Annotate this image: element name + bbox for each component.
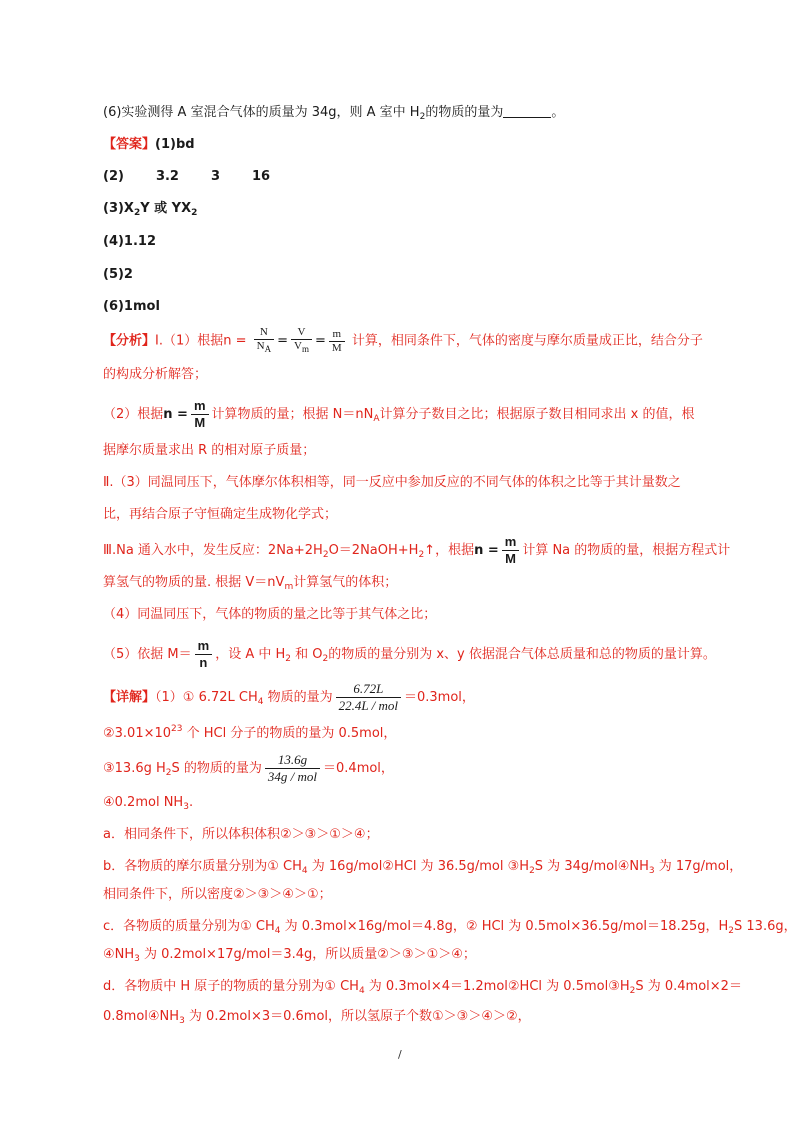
detail-text: ＝0.4mol， — [323, 761, 394, 776]
n-equals: n = — [163, 407, 188, 422]
detail-line-b2: 相同条件下，所以密度②＞③＞④＞①； — [103, 887, 332, 902]
subscript: 4 — [301, 866, 308, 876]
answer-2-value-2: 3 — [210, 169, 221, 184]
analysis-text: Ⅰ.（1）根据n = — [155, 333, 247, 349]
frac-num: 6.72L — [336, 681, 401, 698]
subscript: 3 — [183, 802, 189, 812]
answer-line-6: (6)1mol — [103, 299, 160, 314]
fraction-m-over-n — [195, 638, 213, 671]
detail-line-d2 — [103, 1008, 531, 1030]
frac-den: M — [331, 341, 342, 354]
detail-line-2 — [103, 720, 396, 743]
subscript: A — [373, 414, 380, 424]
detail-text: ④NH — [103, 947, 135, 962]
analysis-text: O＝2NaOH+H — [328, 543, 419, 558]
fraction-v-over-vm — [291, 326, 312, 356]
frac-den: V — [294, 340, 302, 352]
detail-tag: 【详解】 — [103, 690, 156, 705]
analysis-text: Ⅲ.Na 通入水中，发生反应：2Na+2H — [103, 543, 323, 558]
detail-line-c1 — [103, 918, 797, 940]
question-6 — [103, 104, 564, 126]
detail-line-1 — [103, 681, 475, 714]
subscript: 3 — [179, 1016, 185, 1026]
fraction-m-over-M — [502, 534, 520, 567]
subscript: 2 — [322, 550, 329, 560]
analysis-text: 计算分子数目之比；根据原子数目相同求出 x 的值，根 — [379, 407, 695, 422]
answer-blank — [503, 105, 551, 118]
subscript: 2 — [529, 866, 535, 876]
subscript: 2 — [322, 654, 329, 664]
answer-3-a: (3)X — [103, 201, 134, 216]
answer-2-label: (2) — [103, 169, 124, 184]
analysis-text: ↑，根据 — [424, 543, 475, 558]
detail-text: ＝0.3mol， — [403, 690, 475, 705]
detail-text: ③13.6g H — [103, 761, 166, 776]
frac-den: 22.4L / mol — [338, 698, 398, 713]
analysis-text: 的物质的量分别为 x、y 依据混合气体总质量和总的物质的量计算。 — [328, 647, 716, 662]
fraction-m-over-M — [329, 328, 345, 355]
frac-num: V — [291, 326, 312, 340]
detail-text: S 13.6g， — [734, 919, 797, 934]
question-6-text-b: 的物质的量为 — [425, 105, 504, 120]
detail-text: 为 0.2mol×17g/mol＝3.4g，所以质量②＞③＞①＞④； — [139, 947, 476, 962]
analysis-text: 计算氢气的体积； — [293, 575, 398, 590]
detail-text: 为 0.3mol×16g/mol＝4.8g，② HCl 为 0.5mol×36.5g/mol＝18.25g，H — [280, 919, 729, 934]
frac-den: 34g / mol — [267, 769, 318, 784]
question-6-text: (6)实验测得 A 室混合气体的质量为 34g，则 A 室中 H — [103, 105, 420, 120]
subscript: 4 — [274, 926, 281, 936]
superscript: 23 — [171, 724, 183, 734]
frac-den: M — [194, 415, 206, 430]
detail-text: 物质的量为 — [263, 690, 333, 705]
subscript: m — [284, 582, 294, 592]
answer-1: (1)bd — [155, 137, 195, 152]
analysis-text: 算氢气的物质的量. 根据 V＝nV — [103, 575, 285, 590]
detail-text: （1）① 6.72L CH — [155, 690, 258, 705]
equals: = — [315, 333, 326, 349]
analysis-line-4: 据摩尔质量求出 R 的相对原子质量； — [103, 443, 316, 458]
subscript: 3 — [134, 954, 140, 964]
detail-text: 为 0.2mol×3＝0.6mol，所以氢原子个数①＞③＞④＞②， — [184, 1009, 531, 1024]
answer-line-3 — [103, 200, 197, 222]
detail-text: 为 16g/mol②HCl 为 36.5g/mol ③H — [307, 859, 530, 874]
page-footer-mark: / — [398, 1048, 402, 1061]
answer-line-4: (4)1.12 — [103, 234, 157, 249]
analysis-text: 计算，相同条件下，气体的密度与摩尔质量成正比，结合分子 — [347, 333, 703, 349]
frac-num: N — [254, 326, 274, 340]
answer-line-5: (5)2 — [103, 267, 133, 282]
subscript: 3 — [648, 866, 655, 876]
answer-tag: 【答案】 — [103, 137, 156, 152]
frac-num: m — [195, 638, 213, 655]
detail-line-c2 — [103, 946, 476, 968]
analysis-line-2: 的构成分析解答； — [103, 367, 208, 382]
detail-text: . — [188, 795, 194, 810]
analysis-text: 计算 Na 的物质的量，根据方程式计 — [522, 543, 731, 558]
analysis-text: （5）依据 M＝ — [103, 647, 192, 662]
frac-den: M — [505, 551, 516, 566]
analysis-line-8 — [103, 574, 397, 596]
n-equals: n = — [474, 543, 499, 558]
analysis-line-1 — [103, 326, 703, 356]
answer-line-2 — [103, 168, 270, 186]
fraction-n-over-na — [254, 326, 274, 356]
subscript: 2 — [419, 112, 426, 122]
detail-line-b1 — [103, 858, 742, 880]
detail-line-4 — [103, 794, 193, 816]
analysis-tag: 【分析】 — [103, 333, 156, 349]
fraction-m-over-M — [191, 398, 209, 431]
subscript: A — [264, 344, 272, 354]
frac-num: m — [191, 398, 209, 415]
detail-text: ④0.2mol NH — [103, 795, 184, 810]
subscript: 2 — [728, 926, 735, 936]
subscript: 2 — [285, 654, 291, 664]
analysis-text: （2）根据 — [103, 407, 164, 422]
subscript: 2 — [418, 550, 425, 560]
subscript: 2 — [629, 986, 636, 996]
subscript: 2 — [165, 768, 172, 778]
analysis-line-5: Ⅱ.（3）同温同压下，气体摩尔体积相等，同一反应中参加反应的不同气体的体积之比等于其计量数之 — [103, 475, 681, 490]
frac-num: 13.6g — [265, 752, 320, 769]
detail-line-d1 — [103, 978, 742, 1000]
detail-text: S 的物质的量为 — [171, 761, 262, 776]
subscript: 4 — [257, 697, 264, 707]
subscript: 2 — [191, 208, 198, 218]
analysis-line-7 — [103, 534, 730, 568]
detail-line-a: a．相同条件下，所以体积体积②＞③＞①＞④； — [103, 827, 379, 842]
subscript: 2 — [133, 208, 141, 218]
question-6-end: 。 — [551, 105, 565, 120]
analysis-text: 和 O — [291, 647, 323, 662]
frac-num: m — [329, 328, 345, 342]
detail-text: d．各物质中 H 原子的物质的量分别为① CH — [103, 979, 359, 994]
detail-text: 个 HCl 分子的物质的量为 0.5mol， — [182, 726, 397, 741]
frac-den: n — [199, 655, 208, 670]
analysis-line-3 — [103, 398, 695, 432]
detail-text: ②3.01×10 — [103, 726, 172, 741]
detail-text: c．各物质的质量分别为① CH — [103, 919, 275, 934]
analysis-line-10 — [103, 638, 716, 672]
answer-2-value-1: 3.2 — [155, 169, 179, 184]
detail-line-3 — [103, 752, 394, 785]
frac-den: N — [256, 340, 265, 352]
equals: = — [277, 333, 289, 349]
detail-text: 为 17g/mol， — [654, 859, 743, 874]
subscript: m — [301, 344, 309, 354]
analysis-text: ，设 A 中 H — [215, 647, 286, 662]
detail-text: 0.8mol④NH — [103, 1009, 180, 1024]
detail-text: S 为 0.4mol×2＝ — [635, 979, 742, 994]
analysis-line-6: 比，再结合原子守恒确定生成物化学式； — [103, 507, 338, 522]
frac-num: m — [502, 534, 520, 551]
fraction-h2s-moles — [265, 752, 320, 785]
detail-text: b．各物质的摩尔质量分别为① CH — [103, 859, 302, 874]
fraction-ch4-moles — [336, 681, 401, 714]
subscript: 4 — [358, 986, 365, 996]
detail-text: 为 0.3mol×4＝1.2mol②HCl 为 0.5mol③H — [364, 979, 630, 994]
answer-2-value-3: 16 — [252, 169, 271, 184]
answer-line-1 — [103, 136, 195, 154]
answer-3-b: Y 或 YX — [140, 201, 192, 216]
detail-text: S 为 34g/mol④NH — [534, 859, 649, 874]
analysis-text: 计算物质的量；根据 N＝nN — [211, 407, 374, 422]
analysis-line-9: （4）同温同压下，气体的物质的量之比等于其气体之比； — [103, 607, 437, 622]
